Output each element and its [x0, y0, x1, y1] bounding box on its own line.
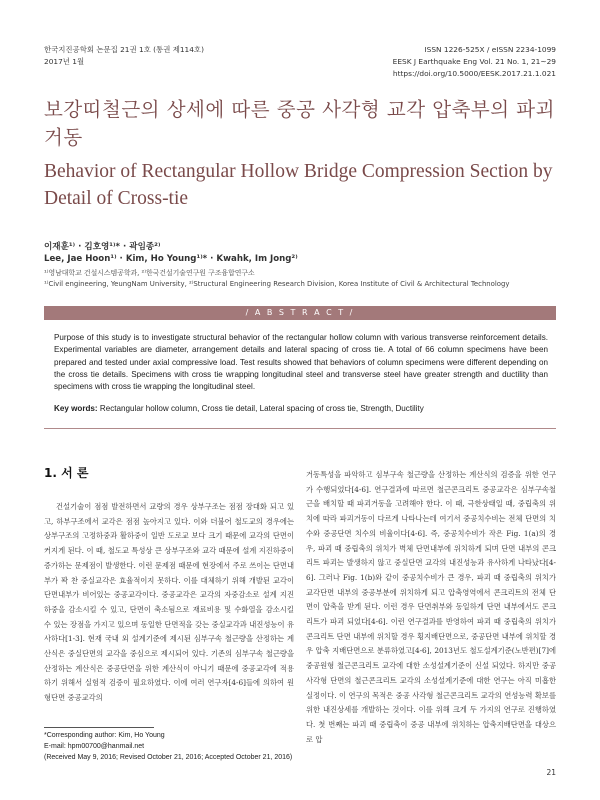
body-column-right: 거동특성을 파악하고 심부구속 철근량을 산정하는 계산식의 검증을 위한 연구가 수행되었다[4-6]. 연구결과에 따르면 철근콘크리트 중공교각은 심부구속철근을 배치할 때 파괴거동을 고려해야 한다. 이 때, 극한상태일 때, 중립축의 위치에 따라 파괴거동이 다르게 나타나는데 여기서 중공치수비는 전체 단면의 치수와 중공단면 치수의 비율이다[4-6]. 즉, 중공치수비가 작은 Fig. 1(a)의 경우, 파괴 때 중립축의 위치가 벽체 단면내부에 위치하게 되며 단면 내부의 콘크리트 파괴는 발생하지 않고 중실단면 교각의 내진성능과 유사하게 나타났다[4-6]. 그러나 Fig. 1(b)와 같이 중공치수비가 큰 경우, 파괴 때 중립축의 위치가 교각단면 내부의 중공부분에 위치하게 되고 압축영역에서 콘크리트의 전체 단면이 압축을 받게 된다. 이런 경우 단면취부와 동일하게 단면 내부에서도 콘크리트가 파괴 되었다[4-6]. 이런 연구결과를 반영하여 파괴 때 중립축의 위치가 콘크리트 단면 내부에 위치할 경우 횡지배단면으로, 중공단면 내부에 위치할 경우 압축 지배단면으로 분류하였고[4-6], 2013년도 철도설계기준(노반편)[7]에 중공원형 철근콘크리트 교각에 대한 소성설계기준이 신설 되었다. 하지만 중공 사각형 단면의 철근콘크리트 교각의 소성설계기준에 대한 연구는 아직 미흡한 실정이다. 이 연구의 목적은 중공 사각형 철근콘크리트 교각의 연성능력 확보를 위한 내진상세를 개발하는 것이다. 이를 위해 크게 두 가지의 연구로 진행하였다. 첫 번째는 파괴 때 중립축이 중공 내부에 위치하는 압축지배단면을 대상으로 압 [306, 470, 556, 744]
corresponding-name: Kim, Ho Young [118, 732, 165, 739]
received-dates: (Received May 9, 2016; Revised October 21, 2016; Accepted October 21, 2016) [44, 754, 293, 761]
footnote-rule [44, 727, 154, 728]
abstract-text: Purpose of this study is to investigate structural behavior of the rectangular hollow column with various transverse reinforcement details. Experimental variables are diameter, arrangement details and lateral spacing of cross tie. A total of 66 column specimens have been prepared and tested under axial compressive load. Test results showed that behaviors of column specimens were different depending on the cross tie details. Specimens with cross tie wrapping longitudinal steel and transverse steel have greater strength and ductility than specimens with cross tie wrapping the longitudinal steel. [54, 333, 548, 392]
doi-link[interactable]: https://doi.org/10.5000/EESK.2017.21.1.021 [392, 69, 556, 78]
page-number: 21 [546, 768, 556, 777]
corresponding-author [44, 730, 292, 741]
journal-name-english: EESK J Earthquake Eng Vol. 21 No. 1, 21~29 [392, 57, 556, 66]
paper-title-korean: 보강띠철근의 상세에 따른 중공 사각형 교각 압축부의 파괴 거동 [44, 98, 555, 149]
paper-title-english: Behavior of Rectangular Hollow Bridge Compression Section by Detail of Cross-tie [44, 161, 553, 209]
affiliations [44, 268, 509, 290]
footnote [44, 730, 292, 763]
keywords [54, 404, 548, 413]
journal-name-korean: 한국지진공학회 논문집 21권 1호 (통권 제114호) [44, 45, 204, 54]
body-column-left: 건설기술이 점점 발전하면서 교량의 경우 상부구조는 점점 장대화 되고 있고, 하부구조에서 교각은 점점 높아지고 있다. 이와 더불어 철도교의 경우에는 상부구조의 고정하중과 활하중이 일반 도로교 보다 크기 때문에 교각의 단면이 커지게 된다. 이 때, 철도교 특성상 큰 상부구조와 교각 때문에 설계 지진하중이 증가하는 문제점이 발생한다. 이런 문제점 때문에 현장에서 주로 쓰이는 단면내부가 꽉 찬 중실교각은 효율적이지 못하다. 이를 대체하기 위해 개발된 교각이 단면내부가 비어있는 중공교각이다. 중공교각은 교각의 자중감소로 설계 지진하중을 감소시킬 수 있고, 단면이 축소됨으로 재료비용 및 수화열을 감소시킬 수 있는 장점을 가지고 있으며 동일한 단면적을 갖는 중실교각과 내진성능이 유사하다[1-3]. 현재 국내 외 설계기준에 제시된 심부구속 철근량을 산정하는 계산식은 중실단면의 교각을 중심으로 제시되어 있다. 기존의 심부구속 철근량을 산정하는 계산식은 중공단면을 위한 계산식이 아니기 때문에 중공교각에 적용하기 위해서 실험적 검증이 필요하였다. 이에 여러 연구자[4-6]들에 의하여 원형단면 중공교각의 [44, 502, 294, 703]
email[interactable]: E-mail: hpm00700@hanmail.net [44, 743, 145, 750]
journal-date-korean: 2017년 1월 [44, 57, 85, 66]
affiliation-korean: ¹⁾영남대학교 건설시스템공학과, ²⁾한국건설기술연구원 구조융합연구소 [44, 269, 255, 277]
authors-english: Lee, Jae Hoon¹⁾ · Kim, Ho Young¹⁾* · Kwahk, Im Jong²⁾ [44, 254, 298, 264]
abstract-heading: / A B S T R A C T / [44, 306, 556, 320]
journal-header-left [44, 44, 204, 68]
corresponding-label: *Corresponding author: [44, 732, 117, 739]
affiliation-english: ¹⁾Civil engineering, YeungNam University, ²⁾Structural Engineering Research Division, Korea Institute of Civil & Architectural Technology [44, 280, 510, 288]
keywords-list: Rectangular hollow column, Cross tie detail, Lateral spacing of cross tie, Strength, Ductility [99, 404, 424, 413]
section-title: 1. 서 론 [44, 466, 89, 480]
keywords-label: Key words: [54, 404, 98, 413]
abstract-divider [44, 428, 556, 429]
authors-korean: 이재훈¹⁾ · 김호영¹⁾* · 곽임종²⁾ [44, 242, 161, 252]
journal-header-right [393, 44, 556, 80]
issn: ISSN 1226-525X / eISSN 2234-1099 [424, 45, 556, 54]
